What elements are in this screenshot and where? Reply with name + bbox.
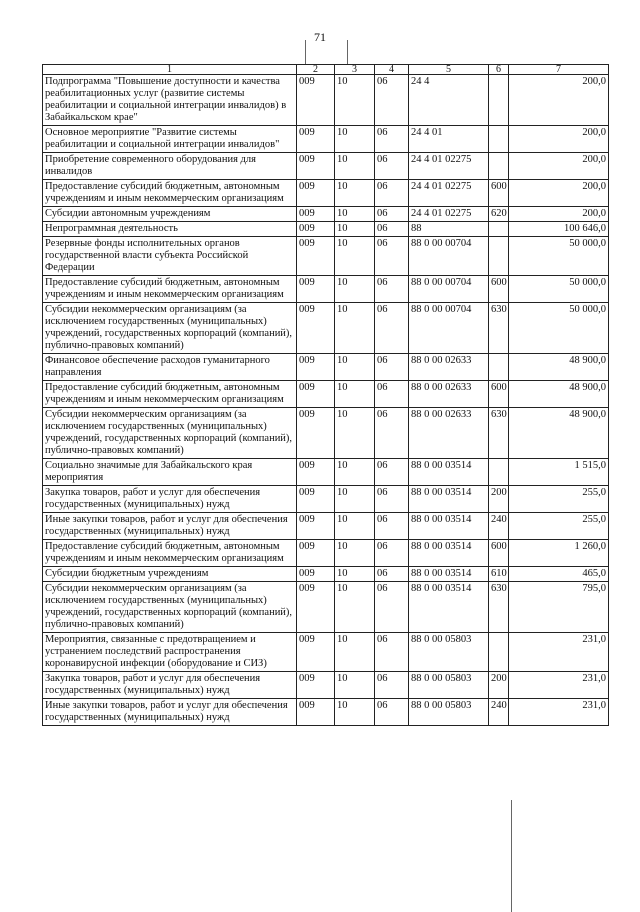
row-name-cell: Приобретение современного оборудования для инвалидов — [43, 153, 297, 180]
amount-cell: 48 900,0 — [509, 354, 609, 381]
table-row — [43, 408, 609, 459]
row-name-cell: Субсидии некоммерческим организациям (за исключением государственных (муниципальных) учреждений, государственных корпораций (компаний), публично-правовых компаний) — [43, 303, 297, 354]
table-row — [43, 126, 609, 153]
column-header: 2 — [297, 65, 335, 75]
table-row — [43, 513, 609, 540]
section-code-cell: 10 — [335, 153, 375, 180]
target-article-cell: 24 4 01 02275 — [409, 207, 489, 222]
row-name-cell: Мероприятия, связанные с предотвращением и устранением последствий распространения коронавирусной инфекции (оборудование и СИЗ) — [43, 633, 297, 672]
section-code-cell: 10 — [335, 354, 375, 381]
subsection-code-cell: 06 — [375, 126, 409, 153]
subsection-code-cell: 06 — [375, 75, 409, 126]
row-name-cell: Предоставление субсидий бюджетным, автономным учреждениям и иным некоммерческим организациям — [43, 180, 297, 207]
amount-cell: 465,0 — [509, 567, 609, 582]
expense-type-cell: 600 — [489, 180, 509, 207]
amount-cell: 795,0 — [509, 582, 609, 633]
section-code-cell: 10 — [335, 540, 375, 567]
subsection-code-cell: 06 — [375, 303, 409, 354]
amount-cell: 255,0 — [509, 513, 609, 540]
row-name-cell: Предоставление субсидий бюджетным, автономным учреждениям и иным некоммерческим организациям — [43, 381, 297, 408]
ministry-code-cell: 009 — [297, 75, 335, 126]
subsection-code-cell: 06 — [375, 513, 409, 540]
amount-cell: 100 646,0 — [509, 222, 609, 237]
target-article-cell: 88 0 00 03514 — [409, 540, 489, 567]
subsection-code-cell: 06 — [375, 276, 409, 303]
subsection-code-cell: 06 — [375, 354, 409, 381]
expense-type-cell — [489, 153, 509, 180]
row-name-cell: Финансовое обеспечение расходов гуманитарного направления — [43, 354, 297, 381]
amount-cell: 231,0 — [509, 699, 609, 726]
target-article-cell: 24 4 — [409, 75, 489, 126]
expense-type-cell: 240 — [489, 513, 509, 540]
table-row — [43, 633, 609, 672]
ministry-code-cell: 009 — [297, 276, 335, 303]
ministry-code-cell: 009 — [297, 303, 335, 354]
ministry-code-cell: 009 — [297, 567, 335, 582]
section-code-cell: 10 — [335, 513, 375, 540]
row-name-cell: Предоставление субсидий бюджетным, автономным учреждениям и иным некоммерческим организациям — [43, 276, 297, 303]
expense-type-cell: 600 — [489, 540, 509, 567]
expense-type-cell — [489, 126, 509, 153]
target-article-cell: 88 0 00 03514 — [409, 582, 489, 633]
expense-type-cell — [489, 75, 509, 126]
target-article-cell: 88 0 00 03514 — [409, 486, 489, 513]
section-code-cell: 10 — [335, 582, 375, 633]
subsection-code-cell: 06 — [375, 408, 409, 459]
target-article-cell: 88 0 00 02633 — [409, 354, 489, 381]
expense-type-cell — [489, 459, 509, 486]
ministry-code-cell: 009 — [297, 126, 335, 153]
amount-cell: 1 515,0 — [509, 459, 609, 486]
row-name-cell: Предоставление субсидий бюджетным, автономным учреждениям и иным некоммерческим организациям — [43, 540, 297, 567]
section-code-cell: 10 — [335, 633, 375, 672]
target-article-cell: 88 0 00 02633 — [409, 381, 489, 408]
section-code-cell: 10 — [335, 126, 375, 153]
target-article-cell: 88 0 00 00704 — [409, 276, 489, 303]
row-name-cell: Резервные фонды исполнительных органов государственной власти субъекта Российской Федерации — [43, 237, 297, 276]
target-article-cell: 24 4 01 02275 — [409, 153, 489, 180]
ministry-code-cell: 009 — [297, 237, 335, 276]
subsection-code-cell: 06 — [375, 567, 409, 582]
row-name-cell: Субсидии некоммерческим организациям (за исключением государственных (муниципальных) учреждений, государственных корпораций (компаний), публично-правовых компаний) — [43, 582, 297, 633]
amount-cell: 200,0 — [509, 180, 609, 207]
table-row — [43, 486, 609, 513]
column-header: 6 — [489, 65, 509, 75]
ministry-code-cell: 009 — [297, 381, 335, 408]
table-row — [43, 276, 609, 303]
table-row — [43, 180, 609, 207]
column-header: 1 — [43, 65, 297, 75]
table-row — [43, 582, 609, 633]
row-name-cell: Социально значимые для Забайкальского края мероприятия — [43, 459, 297, 486]
target-article-cell: 88 0 00 00704 — [409, 303, 489, 354]
ministry-code-cell: 009 — [297, 582, 335, 633]
ministry-code-cell: 009 — [297, 513, 335, 540]
ministry-code-cell: 009 — [297, 672, 335, 699]
expense-type-cell — [489, 237, 509, 276]
ministry-code-cell: 009 — [297, 207, 335, 222]
amount-cell: 200,0 — [509, 207, 609, 222]
subsection-code-cell: 06 — [375, 180, 409, 207]
section-code-cell: 10 — [335, 381, 375, 408]
subsection-code-cell: 06 — [375, 699, 409, 726]
expense-type-cell: 240 — [489, 699, 509, 726]
table-row — [43, 381, 609, 408]
table-row — [43, 567, 609, 582]
expense-type-cell: 200 — [489, 486, 509, 513]
table-row — [43, 699, 609, 726]
ministry-code-cell: 009 — [297, 354, 335, 381]
target-article-cell: 88 0 00 03514 — [409, 459, 489, 486]
row-name-cell: Субсидии бюджетным учреждениям — [43, 567, 297, 582]
amount-cell: 200,0 — [509, 75, 609, 126]
subsection-code-cell: 06 — [375, 381, 409, 408]
ministry-code-cell: 009 — [297, 222, 335, 237]
expense-type-cell: 630 — [489, 303, 509, 354]
row-name-cell: Иные закупки товаров, работ и услуг для обеспечения государственных (муниципальных) нужд — [43, 699, 297, 726]
target-article-cell: 24 4 01 02275 — [409, 180, 489, 207]
table-row — [43, 222, 609, 237]
table-row — [43, 153, 609, 180]
expense-type-cell: 600 — [489, 381, 509, 408]
row-name-cell: Подпрограмма "Повышение доступности и качества реабилитационных услуг (развитие системы реабилитации и социальной интеграции инвалидов) в Забайкальском крае" — [43, 75, 297, 126]
scan-artifact-line — [347, 40, 348, 64]
table-row — [43, 75, 609, 126]
row-name-cell: Закупка товаров, работ и услуг для обеспечения государственных (муниципальных) нужд — [43, 672, 297, 699]
amount-cell: 50 000,0 — [509, 237, 609, 276]
subsection-code-cell: 06 — [375, 672, 409, 699]
row-name-cell: Основное мероприятие "Развитие системы реабилитации и социальной интеграции инвалидов" — [43, 126, 297, 153]
budget-table-container — [42, 64, 608, 726]
expense-type-cell: 200 — [489, 672, 509, 699]
table-row — [43, 303, 609, 354]
section-code-cell: 10 — [335, 222, 375, 237]
amount-cell: 200,0 — [509, 126, 609, 153]
table-row — [43, 540, 609, 567]
row-name-cell: Субсидии некоммерческим организациям (за исключением государственных (муниципальных) учреждений, государственных корпораций (компаний), публично-правовых компаний) — [43, 408, 297, 459]
target-article-cell: 88 0 00 00704 — [409, 237, 489, 276]
ministry-code-cell: 009 — [297, 153, 335, 180]
amount-cell: 48 900,0 — [509, 408, 609, 459]
subsection-code-cell: 06 — [375, 459, 409, 486]
target-article-cell: 24 4 01 — [409, 126, 489, 153]
row-name-cell: Закупка товаров, работ и услуг для обеспечения государственных (муниципальных) нужд — [43, 486, 297, 513]
expense-type-cell — [489, 222, 509, 237]
subsection-code-cell: 06 — [375, 582, 409, 633]
section-code-cell: 10 — [335, 75, 375, 126]
row-name-cell: Непрограммная деятельность — [43, 222, 297, 237]
target-article-cell: 88 0 00 05803 — [409, 633, 489, 672]
section-code-cell: 10 — [335, 408, 375, 459]
amount-cell: 50 000,0 — [509, 276, 609, 303]
subsection-code-cell: 06 — [375, 207, 409, 222]
amount-cell: 1 260,0 — [509, 540, 609, 567]
target-article-cell: 88 0 00 05803 — [409, 672, 489, 699]
expense-type-cell: 600 — [489, 276, 509, 303]
subsection-code-cell: 06 — [375, 237, 409, 276]
column-header: 7 — [509, 65, 609, 75]
column-header: 3 — [335, 65, 375, 75]
page-number: 71 — [314, 30, 326, 44]
section-code-cell: 10 — [335, 459, 375, 486]
section-code-cell: 10 — [335, 486, 375, 513]
table-row — [43, 237, 609, 276]
section-code-cell: 10 — [335, 180, 375, 207]
scan-artifact-line — [305, 40, 306, 64]
section-code-cell: 10 — [335, 567, 375, 582]
section-code-cell: 10 — [335, 303, 375, 354]
expense-type-cell: 620 — [489, 207, 509, 222]
amount-cell: 255,0 — [509, 486, 609, 513]
scan-artifact-line — [511, 800, 512, 912]
subsection-code-cell: 06 — [375, 540, 409, 567]
section-code-cell: 10 — [335, 237, 375, 276]
target-article-cell: 88 0 00 03514 — [409, 567, 489, 582]
ministry-code-cell: 009 — [297, 699, 335, 726]
amount-cell: 200,0 — [509, 153, 609, 180]
table-row — [43, 672, 609, 699]
row-name-cell: Субсидии автономным учреждениям — [43, 207, 297, 222]
amount-cell: 231,0 — [509, 633, 609, 672]
amount-cell: 231,0 — [509, 672, 609, 699]
table-row — [43, 207, 609, 222]
column-header: 4 — [375, 65, 409, 75]
amount-cell: 48 900,0 — [509, 381, 609, 408]
expense-type-cell: 630 — [489, 582, 509, 633]
target-article-cell: 88 0 00 02633 — [409, 408, 489, 459]
target-article-cell: 88 0 00 05803 — [409, 699, 489, 726]
target-article-cell: 88 0 00 03514 — [409, 513, 489, 540]
expense-type-cell: 630 — [489, 408, 509, 459]
ministry-code-cell: 009 — [297, 633, 335, 672]
target-article-cell: 88 — [409, 222, 489, 237]
section-code-cell: 10 — [335, 672, 375, 699]
section-code-cell: 10 — [335, 276, 375, 303]
expense-type-cell: 610 — [489, 567, 509, 582]
budget-table — [42, 64, 609, 726]
column-header: 5 — [409, 65, 489, 75]
subsection-code-cell: 06 — [375, 633, 409, 672]
ministry-code-cell: 009 — [297, 540, 335, 567]
subsection-code-cell: 06 — [375, 222, 409, 237]
ministry-code-cell: 009 — [297, 408, 335, 459]
ministry-code-cell: 009 — [297, 459, 335, 486]
section-code-cell: 10 — [335, 699, 375, 726]
subsection-code-cell: 06 — [375, 153, 409, 180]
table-row — [43, 354, 609, 381]
expense-type-cell — [489, 354, 509, 381]
column-number-row — [43, 65, 609, 75]
subsection-code-cell: 06 — [375, 486, 409, 513]
ministry-code-cell: 009 — [297, 180, 335, 207]
amount-cell: 50 000,0 — [509, 303, 609, 354]
section-code-cell: 10 — [335, 207, 375, 222]
expense-type-cell — [489, 633, 509, 672]
row-name-cell: Иные закупки товаров, работ и услуг для обеспечения государственных (муниципальных) нужд — [43, 513, 297, 540]
table-row — [43, 459, 609, 486]
ministry-code-cell: 009 — [297, 486, 335, 513]
